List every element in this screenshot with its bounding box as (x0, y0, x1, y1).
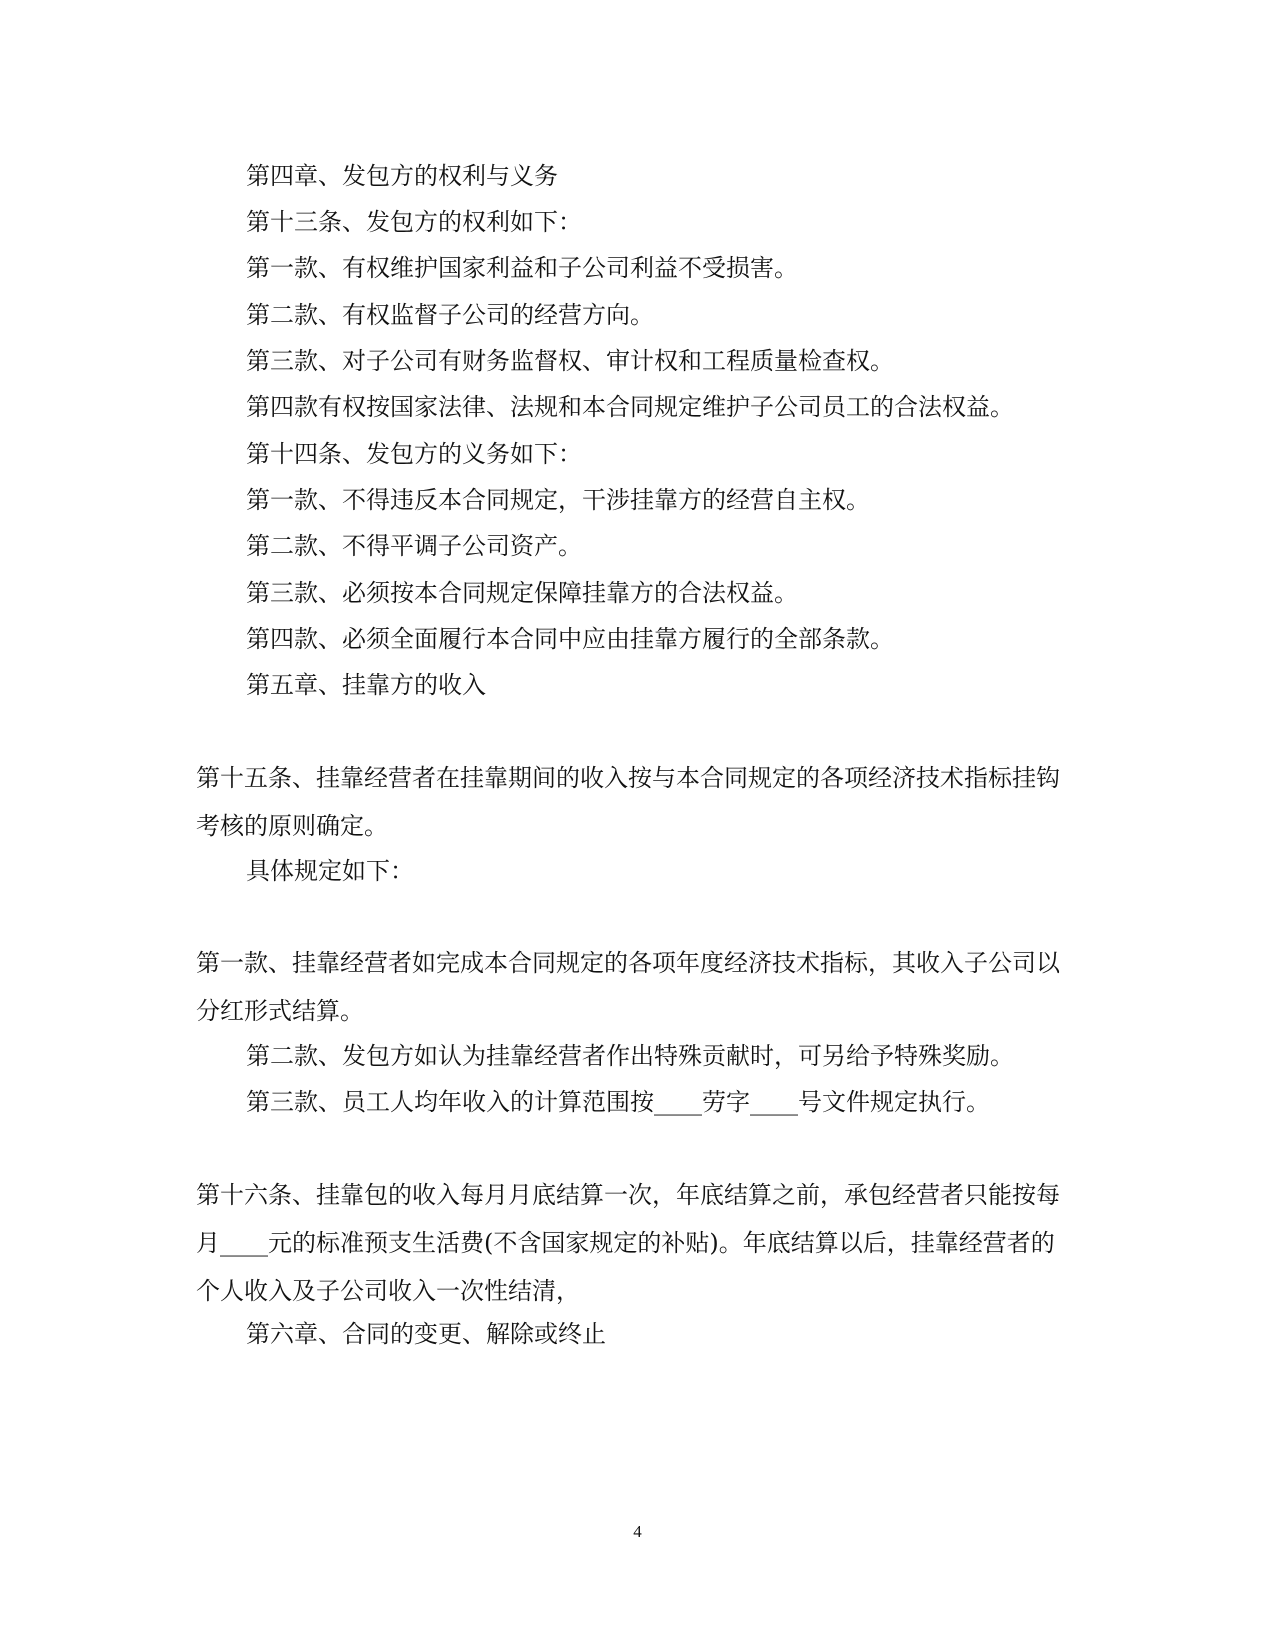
article-16-text: 第十六条、挂靠包的收入每月月底结算一次，年底结算之前，承包经营者只能按每月____元的标准预支生活费(不含国家规定的补贴)。年底结算以后，挂靠经营者的个人收入及子公司收入一次性结清， (196, 1181, 1060, 1305)
chapter-5-heading: 第五章、挂靠方的收入 (246, 671, 486, 699)
article-14-clause-1: 第一款、不得违反本合同规定，干涉挂靠方的经营自主权。 (246, 486, 870, 514)
article-15-text: 第十五条、挂靠经营者在挂靠期间的收入按与本合同规定的各项经济技术指标挂钩考核的原则确定。 (196, 764, 1060, 840)
article-13-clause-2: 第二款、有权监督子公司的经营方向。 (246, 301, 654, 329)
article-14-clause-2: 第二款、不得平调子公司资产。 (246, 532, 582, 560)
article-13-clause-1: 第一款、有权维护国家利益和子公司利益不受损害。 (246, 254, 798, 282)
page-number: 4 (633, 1522, 642, 1541)
article-15-specifics-label: 具体规定如下： (246, 857, 414, 885)
article-15-clause-2: 第二款、发包方如认为挂靠经营者作出特殊贡献时，可另给予特殊奖励。 (246, 1042, 1014, 1070)
article-15-clause-1: 第一款、挂靠经营者如完成本合同规定的各项年度经济技术指标，其收入子公司以分红形式结算。 (196, 949, 1060, 1025)
article-15-clause-3: 第三款、员工人均年收入的计算范围按____劳字____号文件规定执行。 (246, 1088, 990, 1116)
article-13-heading: 第十三条、发包方的权利如下： (246, 208, 582, 236)
article-13-clause-4: 第四款有权按国家法律、法规和本合同规定维护子公司员工的合法权益。 (246, 393, 1014, 421)
chapter-6-heading: 第六章、合同的变更、解除或终止 (246, 1320, 606, 1348)
article-14-clause-3: 第三款、必须按本合同规定保障挂靠方的合法权益。 (246, 579, 798, 607)
chapter-4-heading: 第四章、发包方的权利与义务 (246, 162, 558, 190)
article-14-heading: 第十四条、发包方的义务如下： (246, 440, 582, 468)
article-14-clause-4: 第四款、必须全面履行本合同中应由挂靠方履行的全部条款。 (246, 625, 894, 653)
article-13-clause-3: 第三款、对子公司有财务监督权、审计权和工程质量检查权。 (246, 347, 894, 375)
